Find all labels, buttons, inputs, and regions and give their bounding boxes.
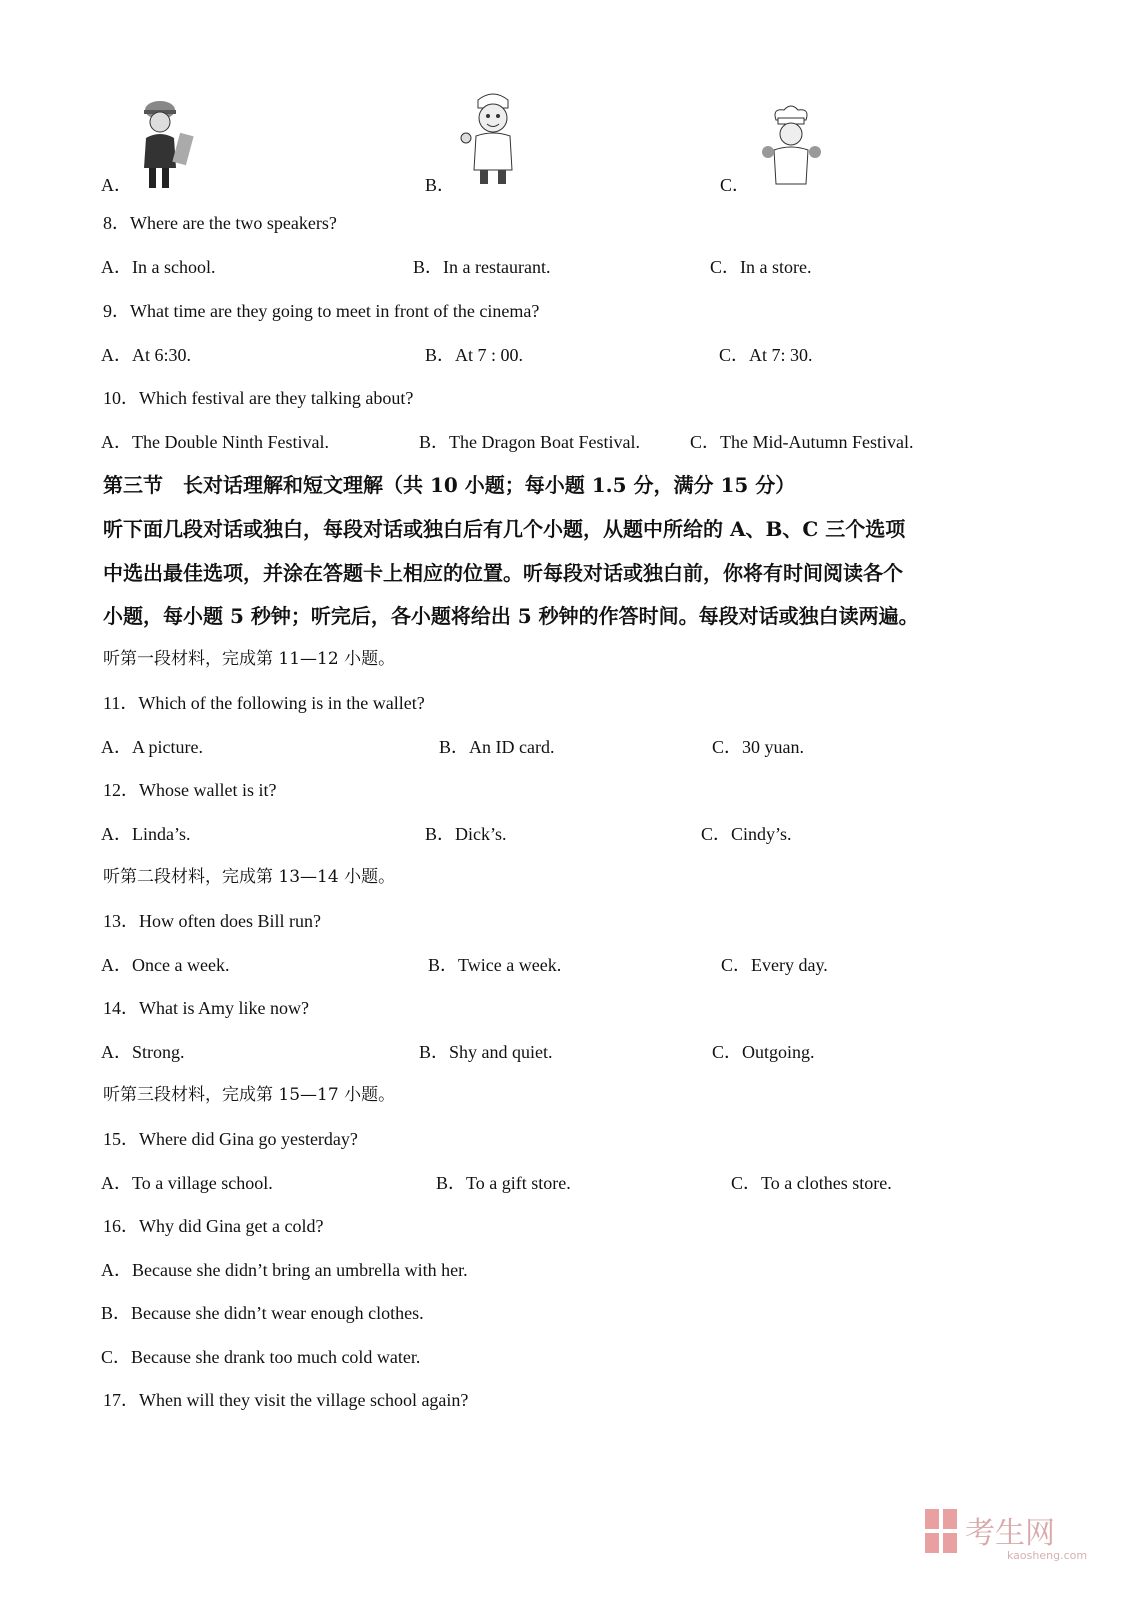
q10-option-a[interactable]: A．The Double Ninth Festival. xyxy=(101,432,329,452)
doctor-icon xyxy=(458,88,528,188)
q8-option-c[interactable]: C．In a store. xyxy=(710,257,812,277)
q14-option-b[interactable]: B．Shy and quiet. xyxy=(419,1042,553,1062)
kaosheng-logo-icon xyxy=(921,1505,1091,1565)
question-17: 17．When will they visit the village school again? xyxy=(103,1390,469,1410)
q9-option-c[interactable]: C．At 7: 30. xyxy=(719,345,813,365)
section3-title: 第三节 长对话理解和短文理解（共 10 小题；每小题 1.5 分，满分 15 分） xyxy=(103,473,796,497)
question-15: 15．Where did Gina go yesterday? xyxy=(103,1129,358,1149)
q13-option-a[interactable]: A．Once a week. xyxy=(101,955,230,975)
section3-instruction-3: 小题，每小题 5 秒钟；听完后，各小题将给出 5 秒钟的作答时间。每段对话或独白读两遍。 xyxy=(103,604,919,628)
question-12: 12．Whose wallet is it? xyxy=(103,780,277,800)
q8-option-b[interactable]: B．In a restaurant. xyxy=(413,257,551,277)
question-11: 11．Which of the following is in the wallet? xyxy=(103,693,425,713)
q16-option-a[interactable]: A．Because she didn’t bring an umbrella with her. xyxy=(101,1260,468,1280)
material-1-heading: 听第一段材料，完成第 11—12 小题。 xyxy=(103,649,396,669)
question-10: 10．Which festival are they talking about? xyxy=(103,388,414,408)
q13-option-b[interactable]: B．Twice a week. xyxy=(428,955,562,975)
q12-option-a[interactable]: A．Linda’s. xyxy=(101,824,191,844)
q7-option-a[interactable]: A． xyxy=(101,175,132,195)
question-16: 16．Why did Gina get a cold? xyxy=(103,1216,324,1236)
q13-option-c[interactable]: C．Every day. xyxy=(721,955,828,975)
q15-option-a[interactable]: A．To a village school. xyxy=(101,1173,273,1193)
question-8: 8．Where are the two speakers? xyxy=(103,213,337,233)
q8-option-a[interactable]: A．In a school. xyxy=(101,257,216,277)
q16-option-c[interactable]: C．Because she drank too much cold water. xyxy=(101,1347,421,1367)
section3-instruction-1: 听下面几段对话或独白，每段对话或独白后有几个小题，从题中所给的 A、B、C 三个选项 xyxy=(103,517,906,541)
q12-option-b[interactable]: B．Dick’s. xyxy=(425,824,507,844)
material-2-heading: 听第二段材料，完成第 13—14 小题。 xyxy=(103,867,396,887)
q14-option-a[interactable]: A．Strong. xyxy=(101,1042,185,1062)
q14-option-c[interactable]: C．Outgoing. xyxy=(712,1042,815,1062)
watermark-en: kaosheng.com xyxy=(1007,1549,1088,1562)
q10-option-b[interactable]: B．The Dragon Boat Festival. xyxy=(419,432,640,452)
chef-icon xyxy=(760,104,822,190)
question-9: 9．What time are they going to meet in front of the cinema? xyxy=(103,301,540,321)
q12-option-c[interactable]: C．Cindy’s. xyxy=(701,824,792,844)
question-14: 14．What is Amy like now? xyxy=(103,998,309,1018)
watermark xyxy=(921,1505,1091,1570)
q15-option-c[interactable]: C．To a clothes store. xyxy=(731,1173,892,1193)
q10-option-c[interactable]: C．The Mid-Autumn Festival. xyxy=(690,432,914,452)
chef-picture xyxy=(760,104,822,195)
material-3-heading: 听第三段材料，完成第 15—17 小题。 xyxy=(103,1085,396,1105)
q9-option-a[interactable]: A．At 6:30. xyxy=(101,345,191,365)
q11-option-a[interactable]: A．A picture. xyxy=(101,737,203,757)
watermark-cn: 考生网 xyxy=(965,1516,1055,1551)
question-13: 13．How often does Bill run? xyxy=(103,911,321,931)
doctor-picture xyxy=(458,88,528,193)
q16-option-b[interactable]: B．Because she didn’t wear enough clothes. xyxy=(101,1303,424,1323)
engineer-picture xyxy=(136,98,198,195)
q11-option-b[interactable]: B．An ID card. xyxy=(439,737,555,757)
section3-instruction-2: 中选出最佳选项，并涂在答题卡上相应的位置。听每段对话或独白前，你将有时间阅读各个 xyxy=(103,561,903,585)
q15-option-b[interactable]: B．To a gift store. xyxy=(436,1173,571,1193)
q11-option-c[interactable]: C．30 yuan. xyxy=(712,737,804,757)
engineer-icon xyxy=(136,98,198,190)
q7-option-b[interactable]: B． xyxy=(425,175,456,195)
q9-option-b[interactable]: B．At 7 : 00. xyxy=(425,345,524,365)
q7-option-c[interactable]: C． xyxy=(720,175,751,195)
